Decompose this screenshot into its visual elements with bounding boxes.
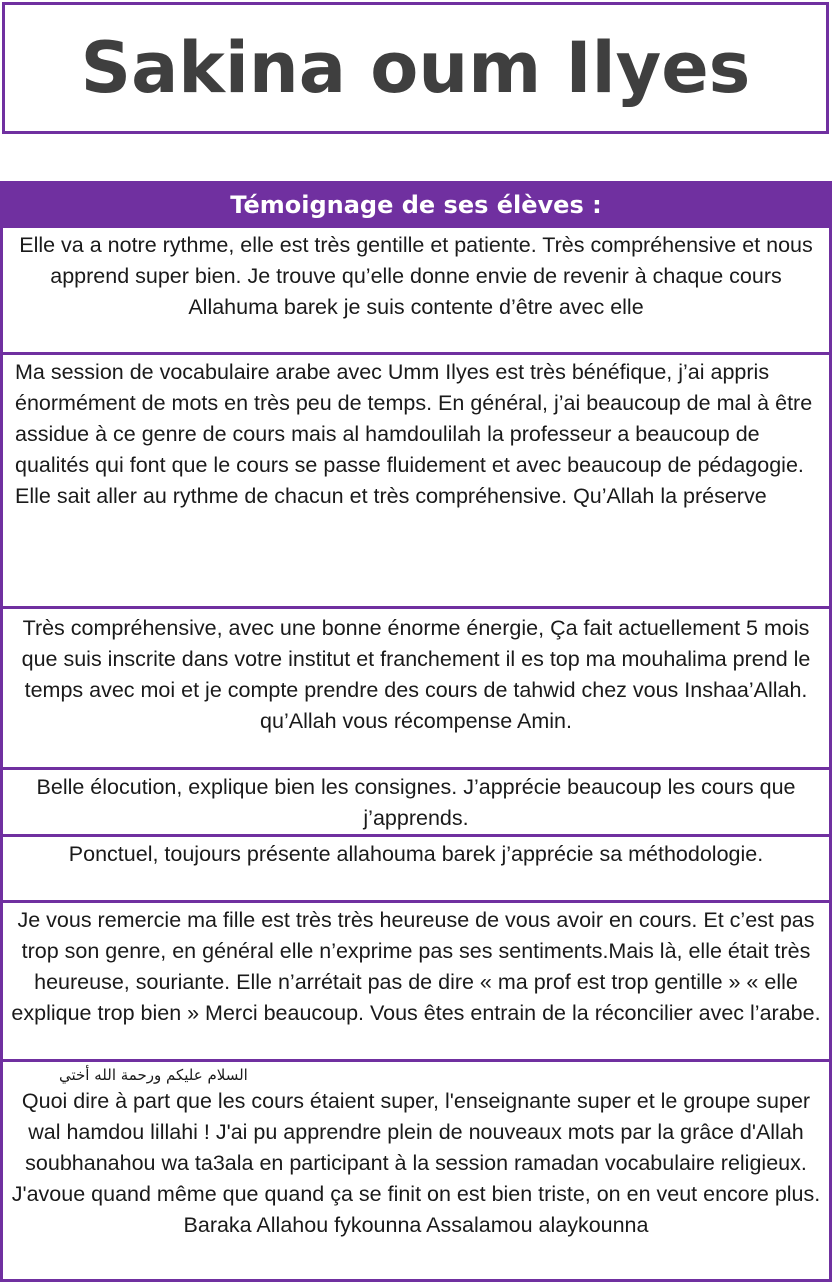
testimonial-row	[3, 228, 829, 355]
testimonial-row	[3, 1062, 829, 1282]
testimonial-text: Quoi dire à part que les cours étaient super, l'enseignante super et le groupe super wal hamdou lillahi ! J'ai pu apprendre plein de nouveaux mots par la grâce d'Allah soubhanahou wa ta3ala en participant à la session ramadan vocabulaire religieux. J'avoue quand même que quand ça se finit on est bien triste, on en veut encore plus. Baraka Allahou fykounna Assalamou alaykounna	[11, 1089, 821, 1237]
testimonial-text: Je vous remercie ma fille est très très heureuse de vous avoir en cours. Et c’est pas trop son genre, en général elle n’exprime pas ses sentiments.Mais là, elle était très heureuse, souriante. Elle n’arrétait pas de dire « ma prof est trop gentille » « elle explique trop bien » Merci beaucoup. Vous êtes entrain de la réconcilier avec l’arabe.	[11, 908, 821, 1025]
testimonial-row	[3, 903, 829, 1062]
testimonials-table	[0, 181, 832, 1282]
page-title: Sakina oum Ilyes	[80, 27, 751, 109]
table-header: Témoignage de ses élèves :	[3, 181, 829, 228]
testimonial-text: Ponctuel, toujours présente allahouma barek j’apprécie sa méthodologie.	[68, 842, 764, 866]
testimonial-text: Très compréhensive, avec une bonne énorme énergie, Ça fait actuellement 5 mois que suis inscrite dans votre institut et franchement il es top ma mouhalima prend le temps avec moi et je compte prendre des cours de tahwid chez vous Inshaa’Allah. qu’Allah vous récompense Amin.	[21, 616, 811, 733]
testimonial-row	[3, 770, 829, 837]
testimonial-text: Belle élocution, explique bien les consignes. J’apprécie beaucoup les cours que j’apprends.	[36, 775, 796, 830]
title-box	[2, 2, 829, 134]
testimonial-text: Ma session de vocabulaire arabe avec Umm Ilyes est très bénéfique, j’ai appris énormément de mots en très peu de temps. En général, j’ai beaucoup de mal à être assidue à ce genre de cours mais al hamdoulilah la professeur a beaucoup de qualités qui font que le cours se passe fluidement et avec beaucoup de pédagogie. Elle sait aller au rythme de chacun et très compréhensive. Qu’Allah la préserve	[15, 360, 813, 508]
arabic-greeting: السلام عليكم ورحمة الله أختي	[59, 1066, 248, 1084]
testimonial-row	[3, 837, 829, 903]
testimonial-row	[3, 609, 829, 770]
testimonial-row	[3, 355, 829, 609]
testimonial-text: Elle va a notre rythme, elle est très gentille et patiente. Très compréhensive et nous apprend super bien. Je trouve qu’elle donne envie de revenir à chaque cours Allahuma barek je suis contente d’être avec elle	[19, 233, 813, 319]
